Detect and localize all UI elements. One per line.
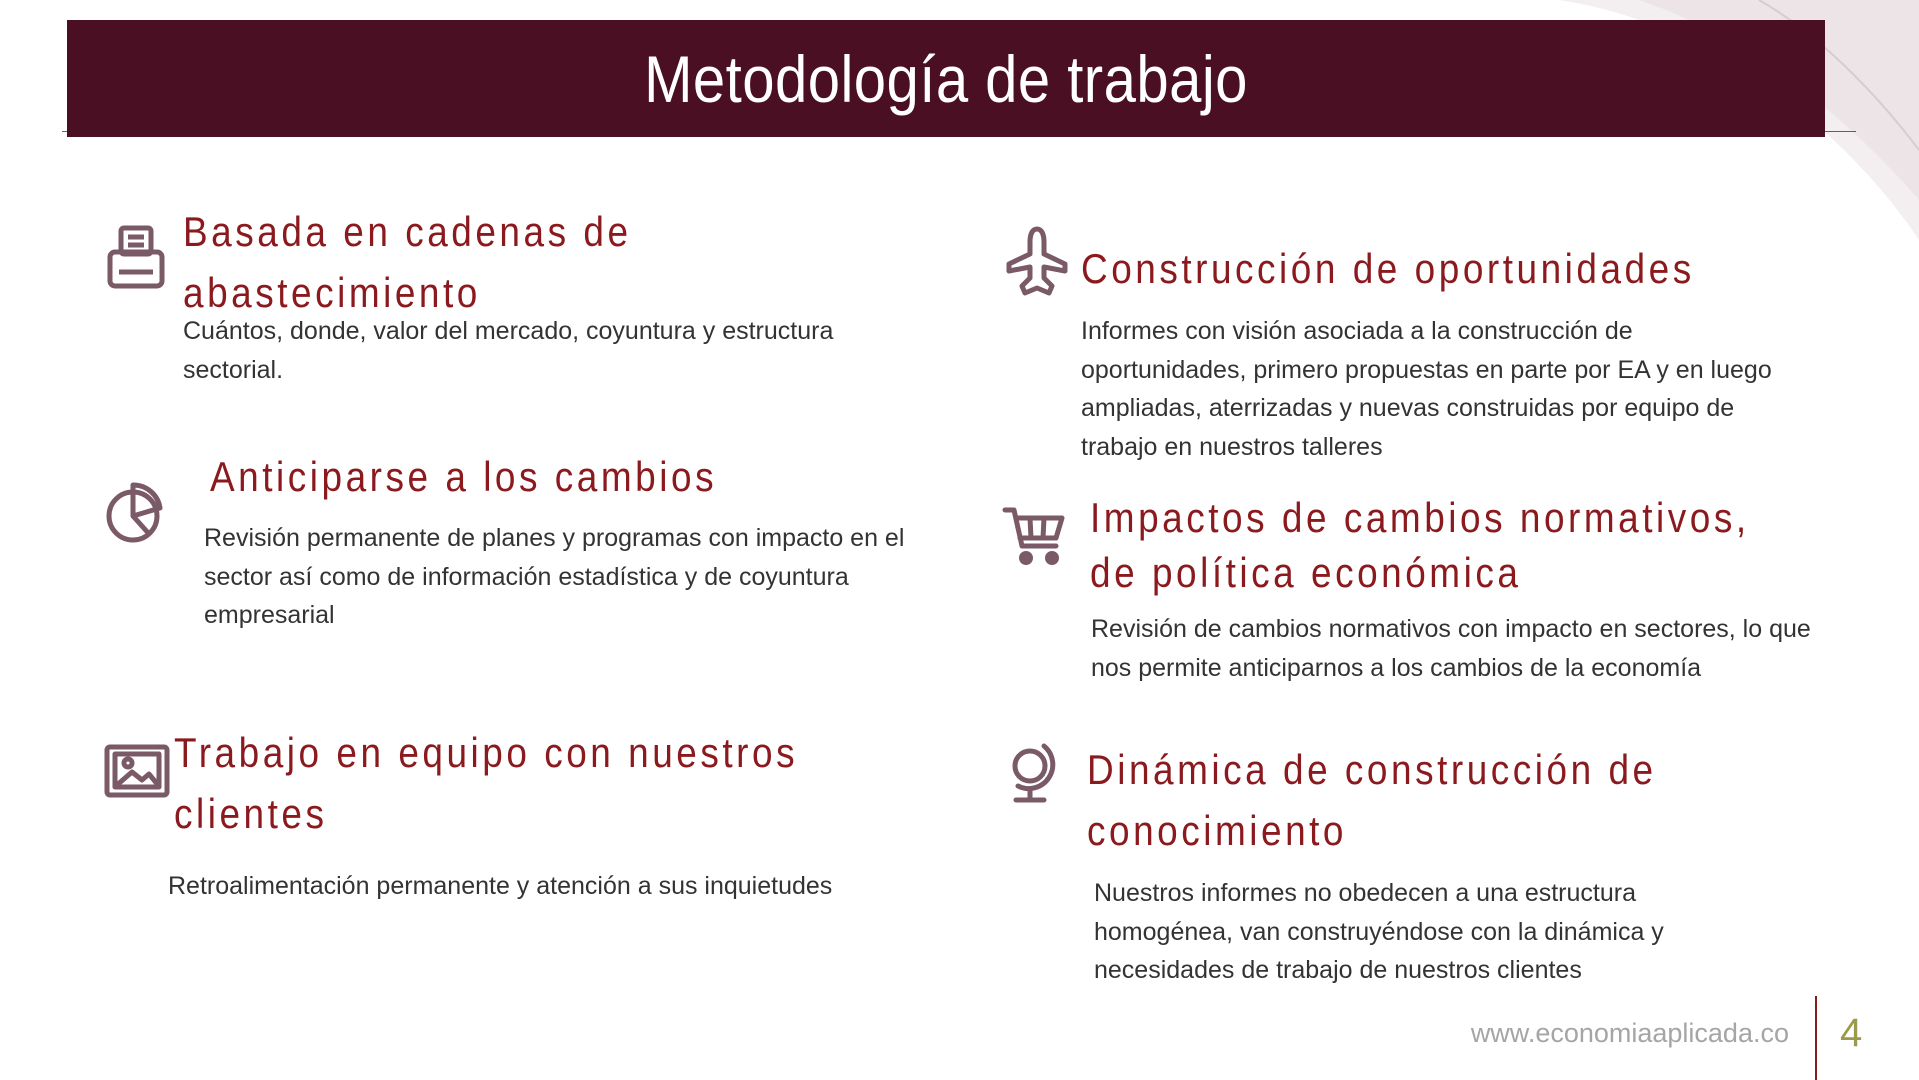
item-title-anticiparse: Anticiparse a los cambios xyxy=(210,453,718,500)
footer-url[interactable]: www.economiaaplicada.co xyxy=(1470,1018,1789,1048)
item-desc-impactos: Revisión de cambios normativos con impacto en sectores, lo que nos permite anticiparnos a los cambios de la economía xyxy=(1091,615,1811,682)
page-title: Metodología de trabajo xyxy=(644,41,1248,116)
title-underline xyxy=(62,131,1856,132)
airplane-icon xyxy=(1005,226,1069,298)
item-title-impactos: Impactos de cambios normativos, de política económica xyxy=(1090,494,1750,596)
globe-icon xyxy=(1004,740,1058,806)
item-desc-anticiparse: Revisión permanente de planes y programas con impacto en el sector así como de información estadística y de coyuntura empresarial xyxy=(204,524,905,629)
item-desc-dinamica: Nuestros informes no obedecen a una estructura homogénea, van construyéndose con la dinámica y necesidades de trabajo de nuestros clientes xyxy=(1094,879,1664,984)
image-icon xyxy=(104,744,170,798)
item-desc-cadenas: Cuántos, donde, valor del mercado, coyuntura y estructura sectorial. xyxy=(183,317,834,384)
pie-chart-icon xyxy=(105,480,165,546)
title-bar xyxy=(67,20,1825,137)
footer-divider xyxy=(1815,996,1817,1080)
page-number: 4 xyxy=(1840,1011,1863,1055)
item-desc-equipo: Retroalimentación permanente y atención a sus inquietudes xyxy=(168,872,833,900)
shopping-cart-icon xyxy=(1002,504,1066,566)
item-title-equipo: Trabajo en equipo con nuestros clientes xyxy=(174,729,799,837)
item-desc-oportunidades: Informes con visión asociada a la construcción de oportunidades, primero propuestas en parte por EA y en luego ampliadas, aterrizadas y nuevas construidas por equipo de trabajo en nuestros talleres xyxy=(1081,317,1772,461)
printer-icon xyxy=(105,224,167,290)
item-title-oportunidades: Construcción de oportunidades xyxy=(1081,245,1695,292)
item-title-dinamica: Dinámica de construcción de conocimiento xyxy=(1087,746,1657,854)
item-title-cadenas: Basada en cadenas de abastecimiento xyxy=(183,208,632,316)
